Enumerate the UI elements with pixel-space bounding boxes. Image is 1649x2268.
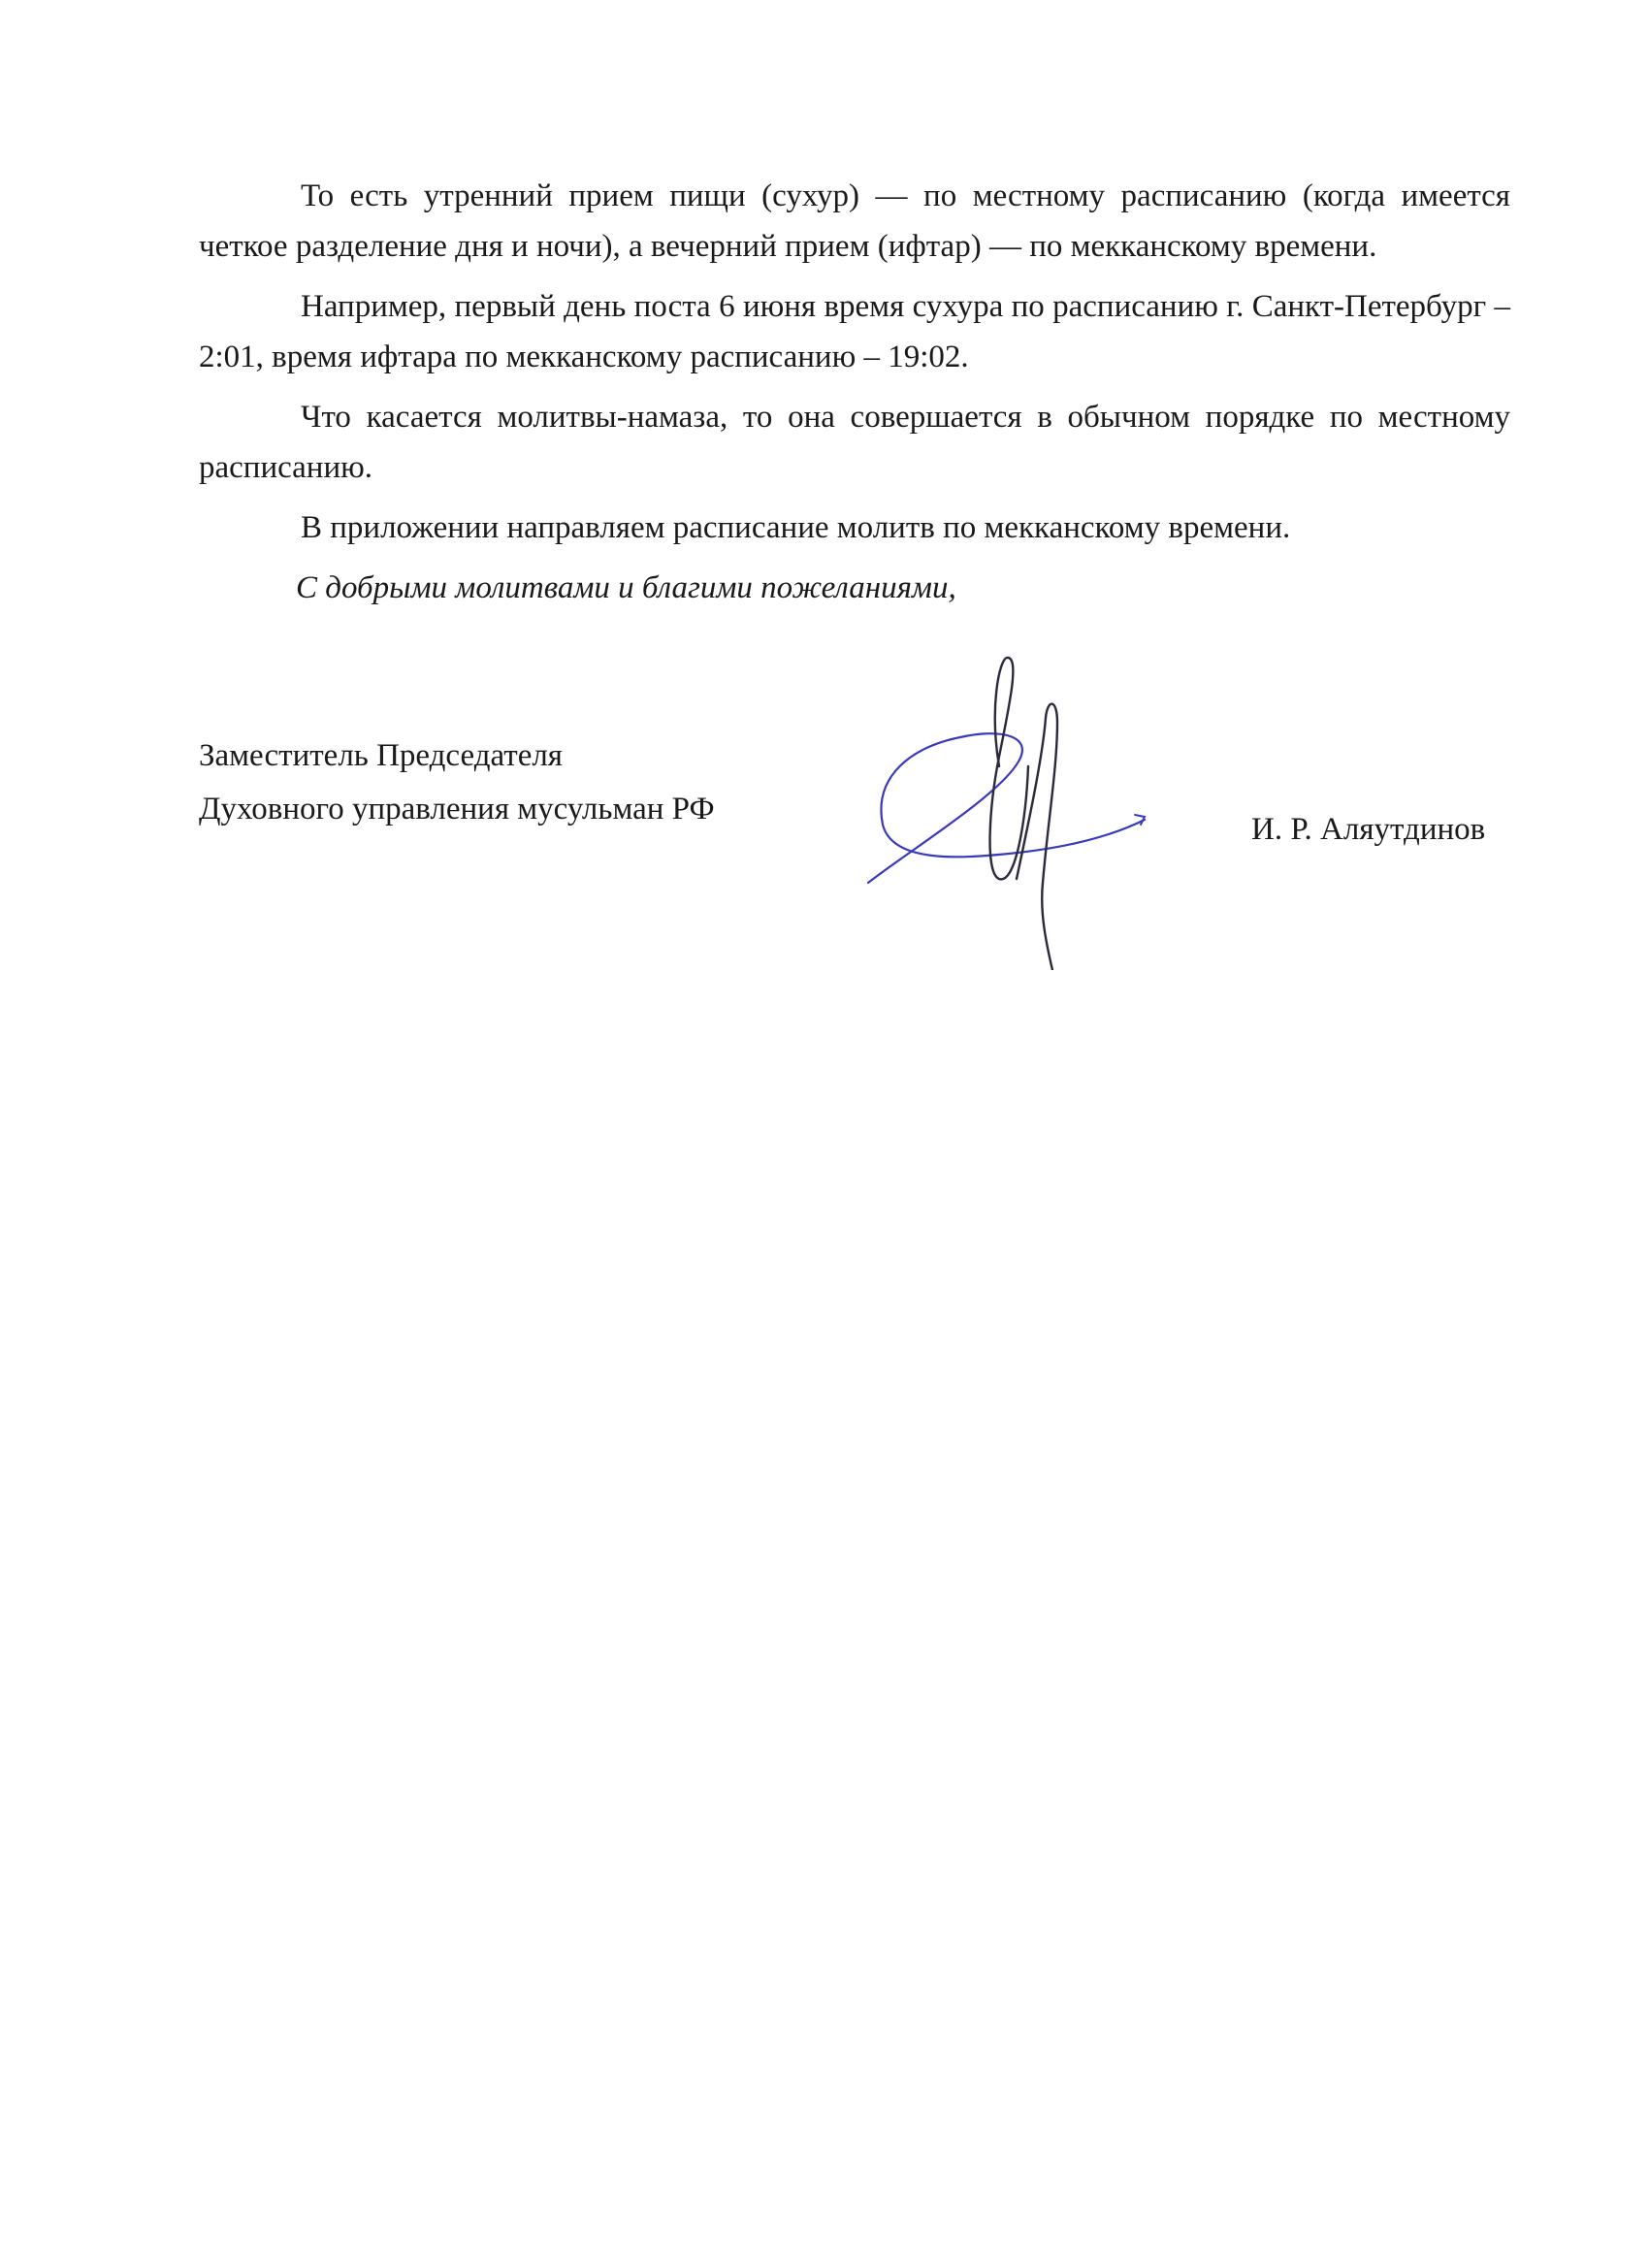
- position-line-2: Духовного управления мусульман РФ: [199, 792, 715, 826]
- handwritten-signature: [854, 650, 1174, 970]
- paragraph-prayer-local: Что касается молитвы-намаза, то она совершается в обычном порядке по местному расписанию.: [199, 400, 1510, 485]
- paragraph-suhoor-iftar: То есть утренний прием пищи (сухур) — по местному расписанию (когда имеется четкое разделение дня и ночи), а вечерний прием (ифтар) — по мекканскому времени.: [199, 178, 1510, 264]
- letter-body: [199, 171, 1510, 613]
- paragraph-example-times: Например, первый день поста 6 июня время сухура по расписанию г. Санкт-Петербург – 2:01, время ифтара по мекканскому расписанию – 19:02.: [199, 289, 1510, 374]
- closing-phrase: С добрыми молитвами и благими пожеланиями,: [296, 570, 956, 605]
- paragraph-attachment: В приложении направляем расписание молитв по мекканскому времени.: [301, 510, 1291, 545]
- position-line-1: Заместитель Председателя: [199, 738, 563, 773]
- signatory-name: И. Р. Аляутдинов: [1251, 812, 1486, 847]
- signatory-position: [199, 729, 715, 836]
